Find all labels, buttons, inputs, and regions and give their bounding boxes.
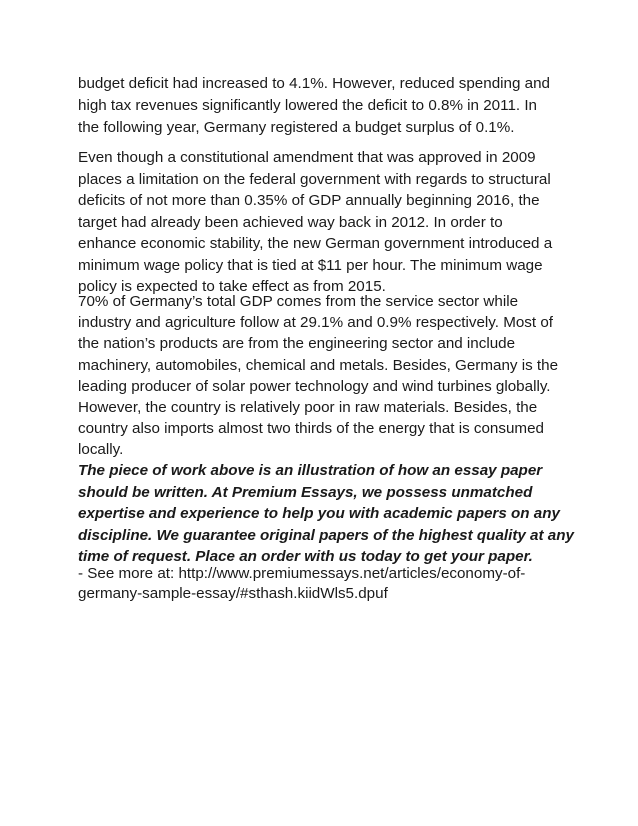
paragraph-gdp-sectors: 70% of Germany’s total GDP comes from the service sector while industry and agriculture follow at 29.1% and 0.9% respectively. Most of the nation’s products are from the engineering sector and include machinery, automobiles, chemical and metals. Besides, Germany is the leading producer of solar power technology and wind turbines globally. However, the country is relatively poor in raw materials. Besides, the country also imports almost two thirds of the energy that is consumed locally. xyxy=(78,293,559,459)
source-link-line-1: - See more at: http://www.premiumessays.net/articles/economy-of- xyxy=(78,565,526,582)
paragraph-promotional-note: The piece of work above is an illustration of how an essay paper should be written. At Premium Essays, we possess unmatched expertise and experience to help you with academic papers on any discipline. We guarantee original papers of the highest quality at any time of request. Place an order with us today to get your paper. xyxy=(78,462,574,565)
source-link-line-2: germany-sample-essay/#sthash.kiidWls5.dpuf xyxy=(78,585,388,602)
paragraph-constitutional-amendment: Even though a constitutional amendment that was approved in 2009 places a limitation on the federal government with regards to structural deficits of not more than 0.35% of GDP annually beginning 2016, the target had already been achieved way back in 2012. In order to enhance economic stability, the new German government introduced a minimum wage policy that is tied at $11 per hour. The minimum wage policy is expected to take effect as from 2015. xyxy=(78,149,553,295)
paragraph-budget-deficit: budget deficit had increased to 4.1%. However, reduced spending and high tax revenues significantly lowered the deficit to 0.8% in 2011. In the following year, Germany registered a budget surplus of 0.1%. xyxy=(78,75,550,136)
